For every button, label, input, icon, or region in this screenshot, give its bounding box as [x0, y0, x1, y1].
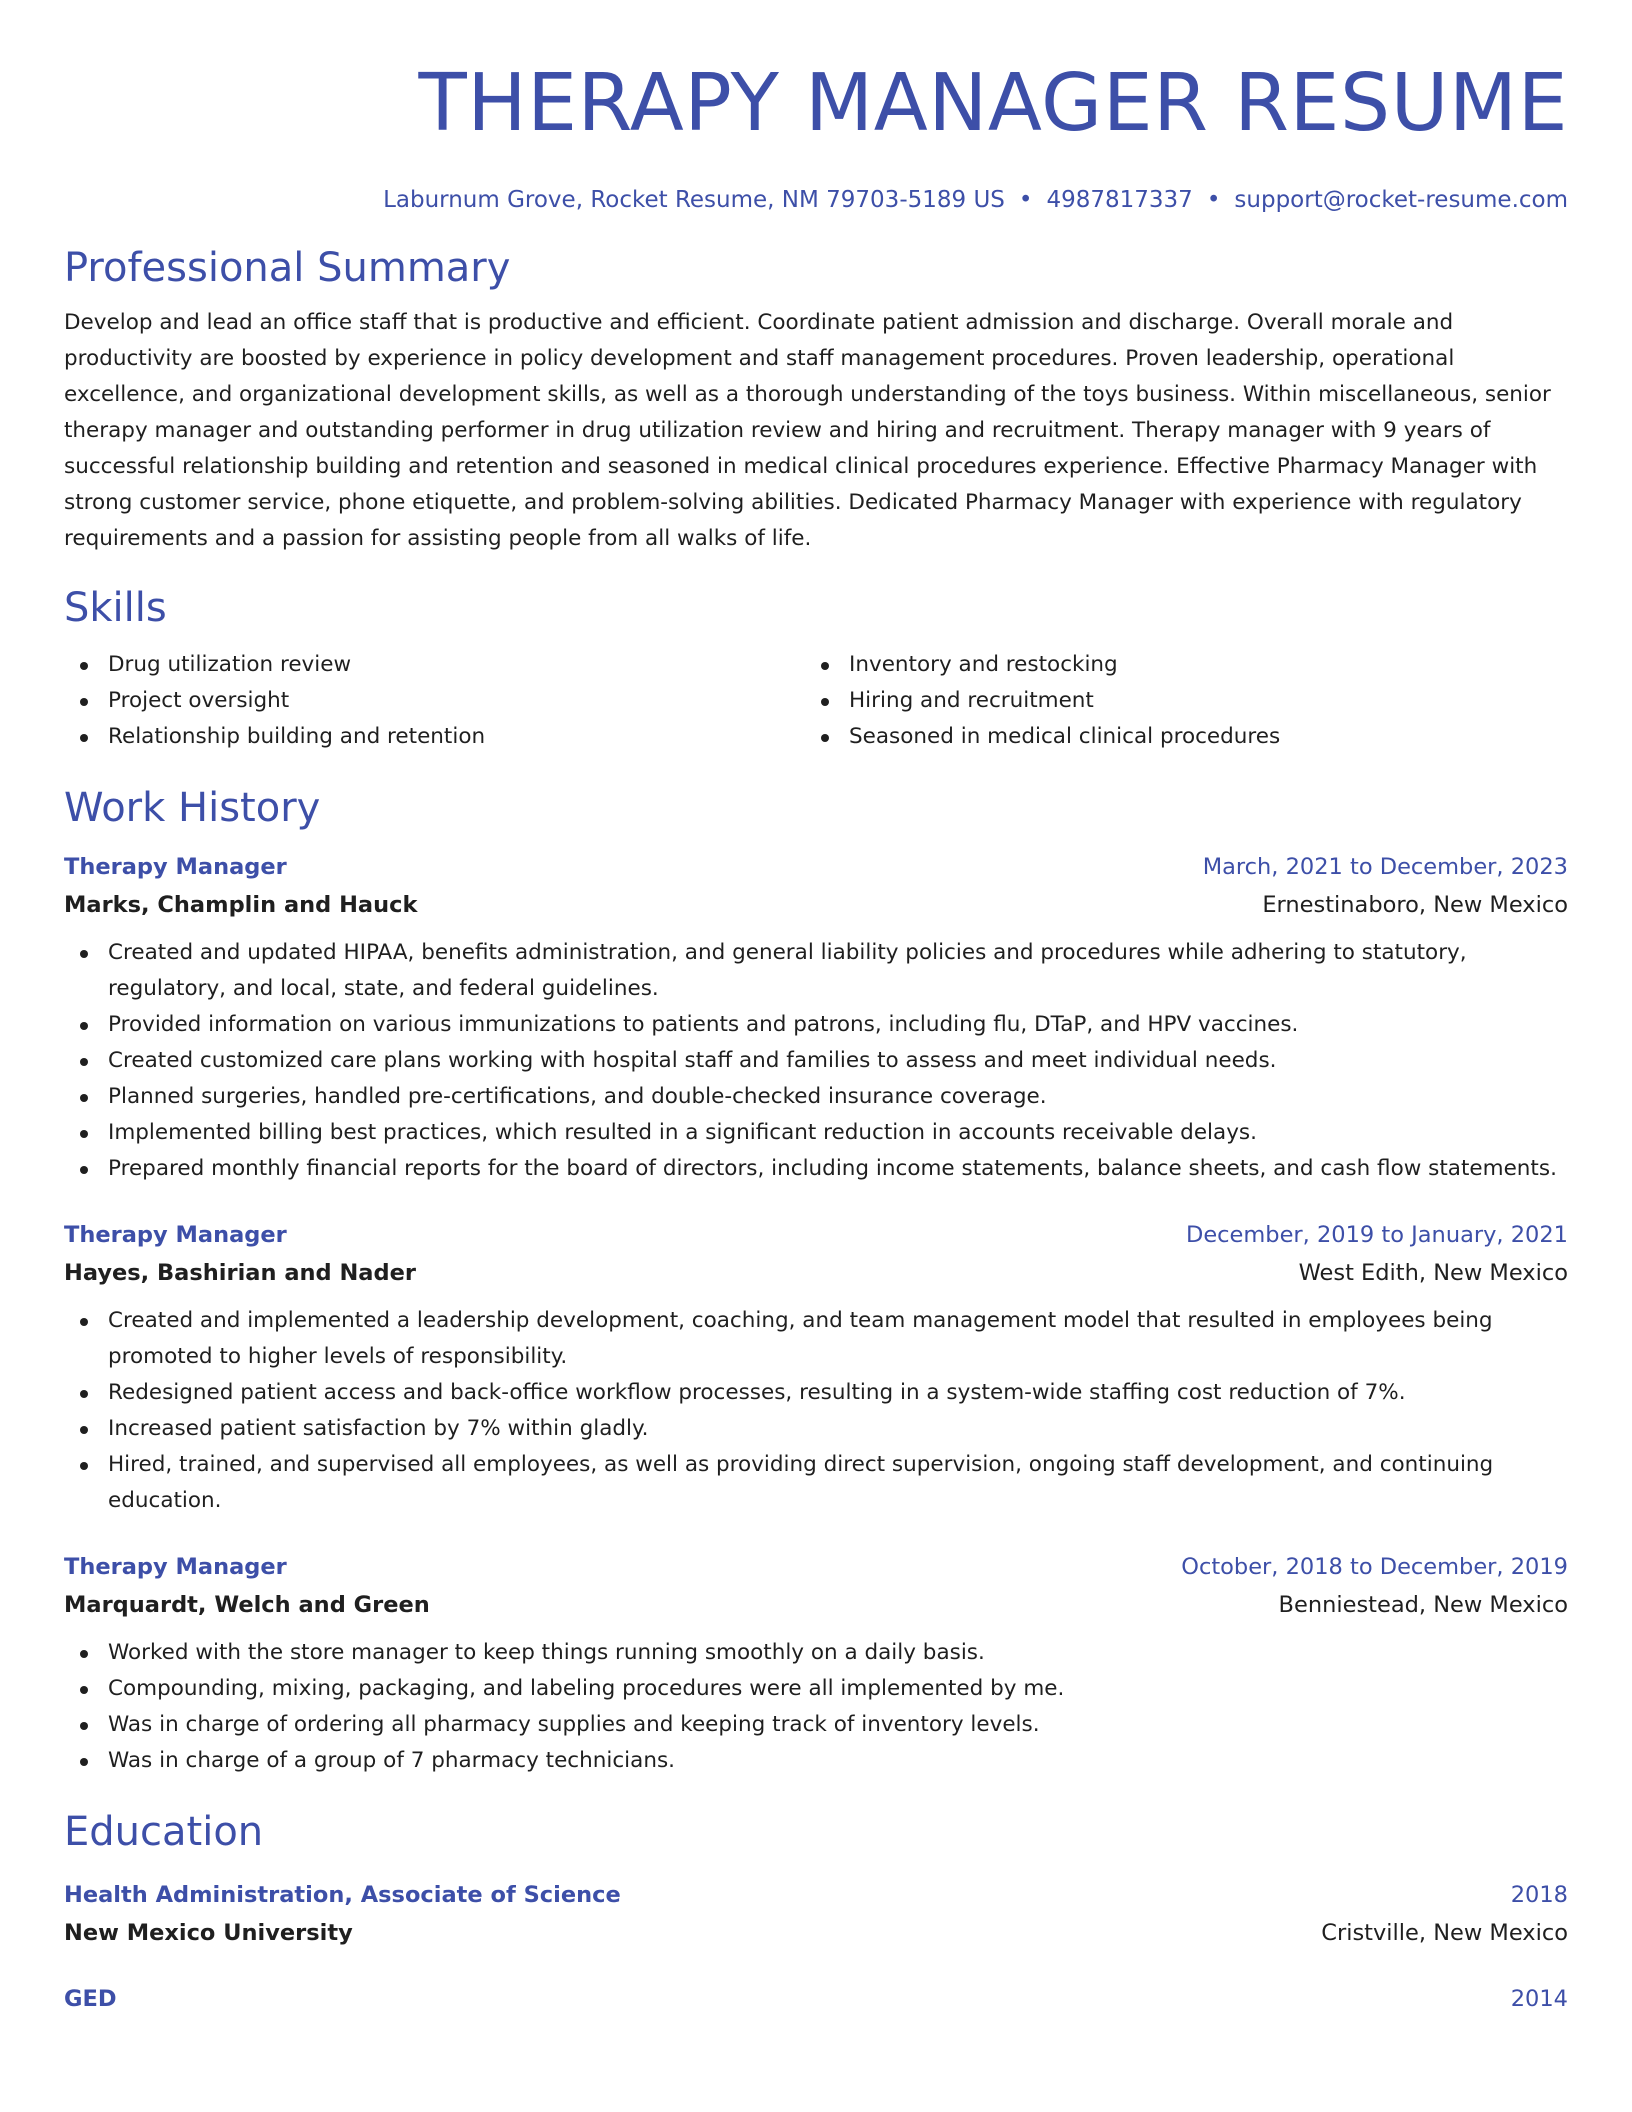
education-heading: Education [64, 1809, 264, 1855]
skill-item: Project oversight [64, 683, 805, 719]
job-bullet: Was in charge of a group of 7 pharmacy technicians. [64, 1743, 1568, 1779]
job-bullet: Prepared monthly financial reports for the board of directors, including income statements, balance sheets, and cash flow statements. [64, 1151, 1568, 1187]
job-bullet: Was in charge of ordering all pharmacy supplies and keeping track of inventory levels. [64, 1707, 1568, 1743]
education-school: New Mexico University [64, 1920, 353, 1946]
job-bullet: Redesigned patient access and back-office workflow processes, resulting in a system-wide staffing cost reduction of 7%. [64, 1375, 1568, 1411]
skill-item: Relationship building and retention [64, 719, 805, 755]
contact-email[interactable]: support@rocket-resume.com [1234, 187, 1568, 213]
job-bullets [64, 935, 1568, 1187]
job-title: Therapy Manager [64, 1554, 287, 1580]
job-title: Therapy Manager [64, 854, 287, 880]
contact-address: Laburnum Grove, Rocket Resume, NM 79703-5189 US [383, 187, 1005, 213]
contact-line [64, 185, 1568, 215]
job-entry [64, 1219, 1568, 1519]
education-entry [64, 1879, 1568, 1949]
job-bullet: Created and updated HIPAA, benefits administration, and general liability policies and procedures while adhering to statutory, regulatory, and local, state, and federal guidelines. [64, 935, 1568, 1007]
job-location: Ernestinaboro, New Mexico [1262, 892, 1568, 918]
job-dates: December, 2019 to January, 2021 [1186, 1222, 1568, 1248]
job-entry [64, 1551, 1568, 1779]
work-history-heading: Work History [64, 785, 321, 831]
contact-separator: • [1018, 187, 1033, 213]
summary-text: Develop and lead an office staff that is productive and efficient. Coordinate patient admission and discharge. Overall morale and productivity are boosted by experience in policy development and staff management procedures. Proven leadership, operational excellence, and organizational development skills, as well as a thorough understanding of the toys business. Within miscellaneous, senior therapy manager and outstanding performer in drug utilization review and hiring and recruitment. Therapy manager with 9 years of successful relationship building and retention and seasoned in medical clinical procedures experience. Effective Pharmacy Manager with strong customer service, phone etiquette, and problem-solving abilities. Dedicated Pharmacy Manager with experience with regulatory requirements and a passion for assisting people from all walks of life. [64, 310, 1551, 551]
job-dates: March, 2021 to December, 2023 [1202, 854, 1568, 880]
job-title: Therapy Manager [64, 1222, 287, 1248]
contact-phone: 4987817337 [1046, 187, 1193, 213]
job-bullet: Compounding, mixing, packaging, and labeling procedures were all implemented by me. [64, 1671, 1568, 1707]
education-degree: GED [64, 1986, 117, 2012]
job-bullet: Worked with the store manager to keep things running smoothly on a daily basis. [64, 1635, 1568, 1671]
skills-column-left [64, 647, 805, 755]
skill-item: Seasoned in medical clinical procedures [805, 719, 1546, 755]
job-bullet: Created customized care plans working with hospital staff and families to assess and meet individual needs. [64, 1043, 1568, 1079]
skills-column-right [805, 647, 1546, 755]
skill-item: Inventory and restocking [805, 647, 1546, 683]
job-bullet: Implemented billing best practices, which resulted in a significant reduction in accounts receivable delays. [64, 1115, 1568, 1151]
contact-separator: • [1206, 187, 1221, 213]
job-bullet: Increased patient satisfaction by 7% within gladly. [64, 1411, 1568, 1447]
skill-item: Hiring and recruitment [805, 683, 1546, 719]
skills-heading: Skills [64, 585, 167, 631]
education-entry [64, 1983, 1568, 2015]
job-bullets [64, 1635, 1568, 1779]
job-company: Hayes, Bashirian and Nader [64, 1260, 416, 1286]
job-bullet: Created and implemented a leadership development, coaching, and team management model that resulted in employees being promoted to higher levels of responsibility. [64, 1303, 1568, 1375]
job-company: Marquardt, Welch and Green [64, 1592, 430, 1618]
skill-item: Drug utilization review [64, 647, 805, 683]
resume-title: THERAPY MANAGER RESUME [418, 57, 1568, 149]
job-company: Marks, Champlin and Hauck [64, 892, 418, 918]
job-dates: October, 2018 to December, 2019 [1181, 1554, 1568, 1580]
job-bullets [64, 1303, 1568, 1519]
education-year: 2018 [1510, 1882, 1568, 1908]
job-bullet: Planned surgeries, handled pre-certifications, and double-checked insurance coverage. [64, 1079, 1568, 1115]
education-degree: Health Administration, Associate of Science [64, 1882, 621, 1908]
job-location: Benniestead, New Mexico [1278, 1592, 1568, 1618]
job-location: West Edith, New Mexico [1298, 1260, 1568, 1286]
education-location: Cristville, New Mexico [1321, 1920, 1568, 1946]
job-entry [64, 851, 1568, 1187]
job-bullet: Hired, trained, and supervised all employees, as well as providing direct supervision, ongoing staff development, and continuing education. [64, 1447, 1568, 1519]
skills-list [64, 647, 1568, 755]
job-bullet: Provided information on various immunizations to patients and patrons, including flu, DTaP, and HPV vaccines. [64, 1007, 1568, 1043]
summary-heading: Professional Summary [64, 245, 511, 291]
education-year: 2014 [1510, 1986, 1568, 2012]
